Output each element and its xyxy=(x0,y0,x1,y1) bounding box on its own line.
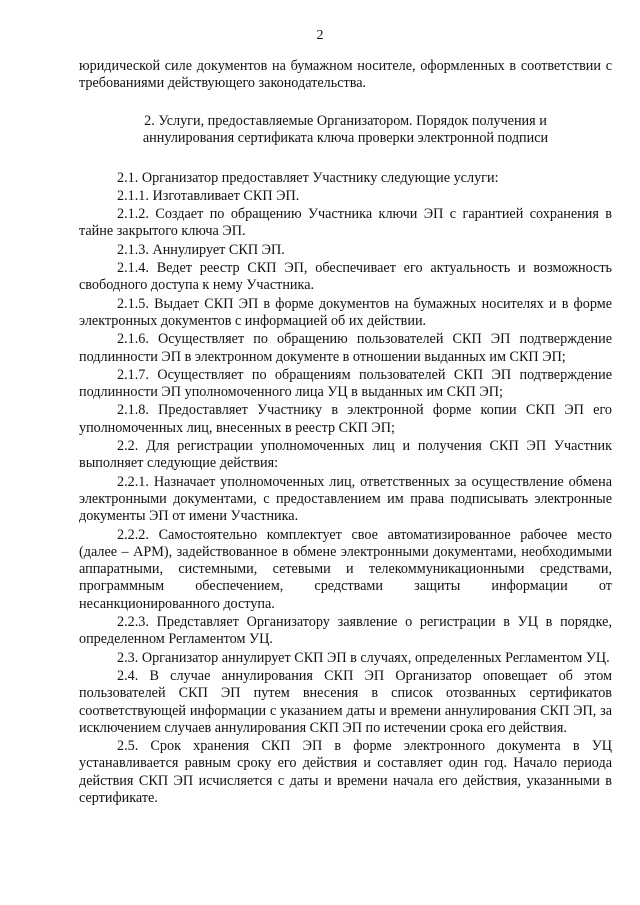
paragraph-2-3: 2.3. Организатор аннулирует СКП ЭП в случаях, определенных Регламентом УЦ. xyxy=(117,649,610,666)
paragraph-2-4: 2.4. В случае аннулирования СКП ЭП Организатор оповещает об этом пользователей СКП ЭП путем внесения в список отозванных сертификатов соответствующей информации с указанием даты и времени аннулирования СКП ЭП, за исключением случаев аннулирования СКП ЭП по истечении срока его действия. xyxy=(79,667,612,736)
document-body xyxy=(79,58,612,807)
paragraph-2-2-2: 2.2.2. Самостоятельно комплектует свое автоматизированное рабочее место (далее – АРМ), задействованное в обмене электронными документами, необходимыми аппаратными, системными, сетевыми и телекоммуникационными средствами, программным обеспечением, средствами защиты информации от несанкционированного доступа. xyxy=(79,526,612,612)
paragraph-2-1-2: 2.1.2. Создает по обращению Участника ключи ЭП с гарантией сохранения в тайне закрытого ключа ЭП. xyxy=(79,206,612,240)
paragraph-2-1-5: 2.1.5. Выдает СКП ЭП в форме документов на бумажных носителях и в форме электронных документов с информацией об их действии. xyxy=(79,295,612,329)
paragraph-2-1-7: 2.1.7. Осуществляет по обращениям пользователей СКП ЭП подтверждение подлинности ЭП уполномоченного лица УЦ в выданных им СКП ЭП; xyxy=(79,366,612,401)
page-number: 2 xyxy=(316,28,324,43)
paragraph-2-1-1: 2.1.1. Изготавливает СКП ЭП. xyxy=(117,187,300,204)
paragraph-2-1-6: 2.1.6. Осуществляет по обращению пользователей СКП ЭП подтверждение подлинности ЭП в электронном документе в отношении выданных им СКП ЭП; xyxy=(79,331,612,365)
paragraph-2-5: 2.5. Срок хранения СКП ЭП в форме электронного документа в УЦ устанавливается равным сроку его действия и составляет один год. Начало периода действия СКП ЭП исчисляется с даты и времени начала его действия, указанными в сертификате. xyxy=(79,738,612,806)
paragraph-2-2: 2.2. Для регистрации уполномоченных лиц и получения СКП ЭП Участник выполняет следующие действия: xyxy=(79,438,612,472)
paragraph-2-1-4: 2.1.4. Ведет реестр СКП ЭП, обеспечивает его актуальность и возможность свободного доступа к нему Участника. xyxy=(79,260,612,294)
paragraph-2-1-3: 2.1.3. Аннулирует СКП ЭП. xyxy=(117,241,285,258)
section-heading: 2. Услуги, предоставляемые Организатором. Порядок получения и аннулирования сертификата ключа проверки электронной подписи xyxy=(142,112,549,147)
paragraph-2-2-1: 2.2.1. Назначает уполномоченных лиц, ответственных за осуществление обмена электронными документами, с предоставлением им права подписывать электронные документы ЭП от имени Участника. xyxy=(79,473,612,525)
paragraph-2-1: 2.1. Организатор предоставляет Участнику следующие услуги: xyxy=(117,169,499,186)
intro-paragraph: юридической силе документов на бумажном носителе, оформленных в соответствии с требованиями действующего законодательства. xyxy=(79,58,612,92)
paragraph-2-2-3: 2.2.3. Представляет Организатору заявление о регистрации в УЦ в порядке, определенном Регламентом УЦ. xyxy=(79,614,612,648)
paragraph-2-1-8: 2.1.8. Предоставляет Участнику в электронной форме копии СКП ЭП его уполномоченных лиц, внесенных в реестр СКП ЭП; xyxy=(79,402,612,436)
